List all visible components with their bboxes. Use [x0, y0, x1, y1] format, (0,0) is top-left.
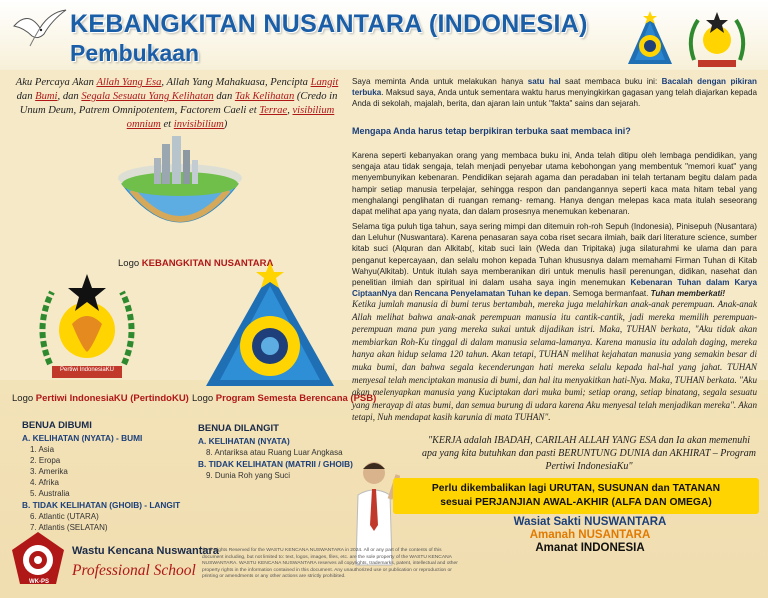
seagull-icon — [10, 6, 68, 50]
list-item: 1. Asia — [30, 445, 55, 454]
page-subtitle: Pembukaan — [70, 40, 200, 66]
list-item: 6. Atlantic (UTARA) — [30, 512, 99, 521]
wasiat-line-1: Wasiat Sakti NUSWANTARA — [513, 516, 667, 528]
list-item: 9. Dunia Roh yang Suci — [206, 471, 291, 480]
school-name: Wastu Kencana Nuswantara — [72, 545, 219, 557]
intro-paragraph: Saya meminta Anda untuk melakukan hanya satu hal saat membaca buku ini: Bacalah dengan pikiran terbuka. Maksud saya, Anda untuk sementara waktu harus menyingkirkan gagasan yang telah diajarkan kepada Anda di sekolah, majalah, berita, dan ajaran lain untuk "fakta" sains dan sejarah. — [352, 77, 757, 109]
page-title: KEBANGKITAN NUSANTARA (INDONESIA) — [70, 10, 588, 38]
wasiat-block — [466, 516, 714, 554]
logo-caption-pertindoku: Logo Pertiwi IndonesiaKU (PertindoKU) — [12, 393, 189, 404]
banner-line-2: sesuai PERJANJIAN AWAL-AKHIR (ALFA DAN OMEGA) — [440, 497, 712, 508]
kebangkitan-nusantara-logo — [110, 130, 250, 250]
motto-quote: "KERJA adalah IBADAH, CARILAH ALLAH YANG ESA dan Ia akan memenuhi apa yang kita butuhkan dan pasti BERUNTUNG DUNIA dan AKHIRAT – Program Pertiwi IndonesiaKu" — [422, 435, 756, 472]
benua-dibumi-title: BENUA DIBUMI — [22, 420, 92, 431]
scripture-quote: Ketika jumlah manusia di bumi terus bertambah, mereka juga melahirkan anak-anak perempuan. Anak-anak Allah melihat bahwa anak-anak perempuan manusia itu cantik-cantik, jadi mereka memilih perempuan-perempuan mana pun yang mereka sukai untuk dijadikan istri. Maka, TUHAN berkata, "Aku tidak akan membiarkan Roh-Ku tinggal di dalam manusia selama-lamanya. Karena manusia itu adalah daging, mereka hanya akan hidup selama 120 tahun. Akan tetapi, TUHAN melihat kejahatan manusia yang semakin besar di muka bumi, dan bahwa segala kecenderungan hati mereka selalu kepada hal-hal yang jahat. TUHAN menyesal telah menciptakan manusia di bumi, dan hal itu menyakitkan hati-Nya. Maka, TUHAN berkata. "Aku akan melenyapkan manusia yang Kuciptakan dari muka bumi; setiap orang, setiap binatang, segala sesuatu yang merayap di atas bumi, dan semua burung di udara karena Aku menyesal telah menjadikan mereka". Akan tetapi, Nuh mendapat kasih karunia di mata TUHAN". — [352, 299, 757, 423]
logo-caption-kebangkitan: Logo KEBANGKITAN NUSANTARA — [118, 258, 274, 269]
psb-logo — [200, 262, 340, 392]
school-subtitle: Professional School — [72, 562, 196, 579]
list-item: 5. Australia — [30, 489, 70, 498]
benua-dilangit-sub-b: B. TIDAK KELIHATAN (MATRII / GHOIB) — [198, 459, 353, 469]
list-item: 7. Atlantis (SELATAN) — [30, 523, 108, 532]
psb-emblem-icon — [625, 10, 675, 68]
logo-caption-psb: Logo Program Semesta Berencana (PSB) — [192, 393, 377, 404]
school-logo-badge: WK-PS — [29, 579, 49, 585]
benua-dibumi-sub-b: B. TIDAK KELIHATAN (GHOIB) - LANGIT — [22, 500, 181, 510]
paragraph-1: Karena seperti kebanyakan orang yang membaca buku ini, Anda telah ditipu oleh lembaga pendidikan, yang sengaja atau tidak sengaja, telah menjadi penyebar utama kebohongan yang membentuk "memori kuat" yang menyembunyikan kebenaran. Pendidikan sejarah agama dan peradaban ini telah tertanam begitu dalam pada hampir setiap manusia terpelajar, sehingga respon dan pandangannya seperti kaca mata hitam tebal yang menghalangi penglihatan di ruangan remang- remang. Hanya dengan melepas kaca mata itulah seseorang dapat melihat apa yang nyata, dan dalam prosesnya menemukan kebenaran. — [352, 151, 757, 217]
section-question: Mengapa Anda harus tetap berpikiran terbuka saat membaca ini? — [352, 126, 631, 136]
list-item: 4. Afrika — [30, 478, 59, 487]
covenant-banner — [393, 478, 759, 514]
creed-text: Aku Percaya Akan Allah Yang Esa, Allah Yang Mahakuasa, Pencipta Langit dan Bumi, dan Segala Sesuatu Yang Kelihatan dan Tak Kelihatan (Credo in Unum Deum, Patrem Omnipotentem, Factorem Caeli et Terrae, visibilium omnium et invisibilium) — [15, 77, 339, 130]
paragraph-2: Selama tiga puluh tiga tahun, saya sering mimpi dan ditemuin roh-roh Sepuh (Indonesia), Pinisepuh (Nusantara) dan Leluhur (Nuswantara). Karena penasaran saya coba riset secara ilmiah, baik dari literature science, sumber kitab suci (Alquran dan Alkitab(, kitab suci lain (Weda dan Tripitaka) juga silaturahmi ke ulama dan para penganut kepercayaan, dan selalu mohon kepada Tuhan khususnya dalam memahami Firman Tuhan di Kitab Wahyu(Alkitab). Untuk itulah saya memberanikan diri untuk menulis hasil perenungan, didikan, nasehat dan penelitian ilmiah dan spiritual ini dalam usaha saya ingin menemukan Kebenaran Tuhan dalam Karya CiptaanNya dan Rencana Penyelamatan Tuhan ke depan. Semoga bermanfaat. Tuhan memberkati! — [352, 222, 757, 299]
list-item: 2. Eropa — [30, 456, 61, 465]
list-item: 8. Antariksa atau Ruang Luar Angkasa — [206, 448, 343, 457]
banner-line-1: Perlu dikembalikan lagi URUTAN, SUSUNAN dan TATANAN — [431, 483, 721, 494]
pertindoku-ribbon-text: Pertiwi IndonesiaKU — [59, 367, 115, 373]
benua-dibumi-sub-a: A. KELIHATAN (NYATA) - BUMI — [22, 433, 143, 443]
benua-dilangit-title: BENUA DILANGIT — [198, 423, 279, 434]
benua-dilangit-sub-a: A. KELIHATAN (NYATA) — [198, 436, 290, 446]
copyright-notice: © All Rights Reserved for the WASTU KENCANA NUSWANTARA in 2024. All or any part of the contents of this document including, but not limited to: text, logos, images, files, etc. are the sole property of the WASTU KENCANA NUSWANTARA. WASTU KENCANA NUSWANTARA reserves all copyrights, trademarks, patent, intellectual and other property rights in the information contained in this document. Any unauthorized use or publication or reproduction or printing or amendments or any other actions are strictly prohibited. — [202, 548, 458, 580]
wasiat-line-3: Amanat INDONESIA — [535, 542, 645, 554]
pertindoku-emblem-icon — [682, 8, 752, 72]
list-item: 3. Amerika — [30, 467, 68, 476]
wasiat-line-2: Amanah NUSANTARA — [529, 529, 651, 541]
